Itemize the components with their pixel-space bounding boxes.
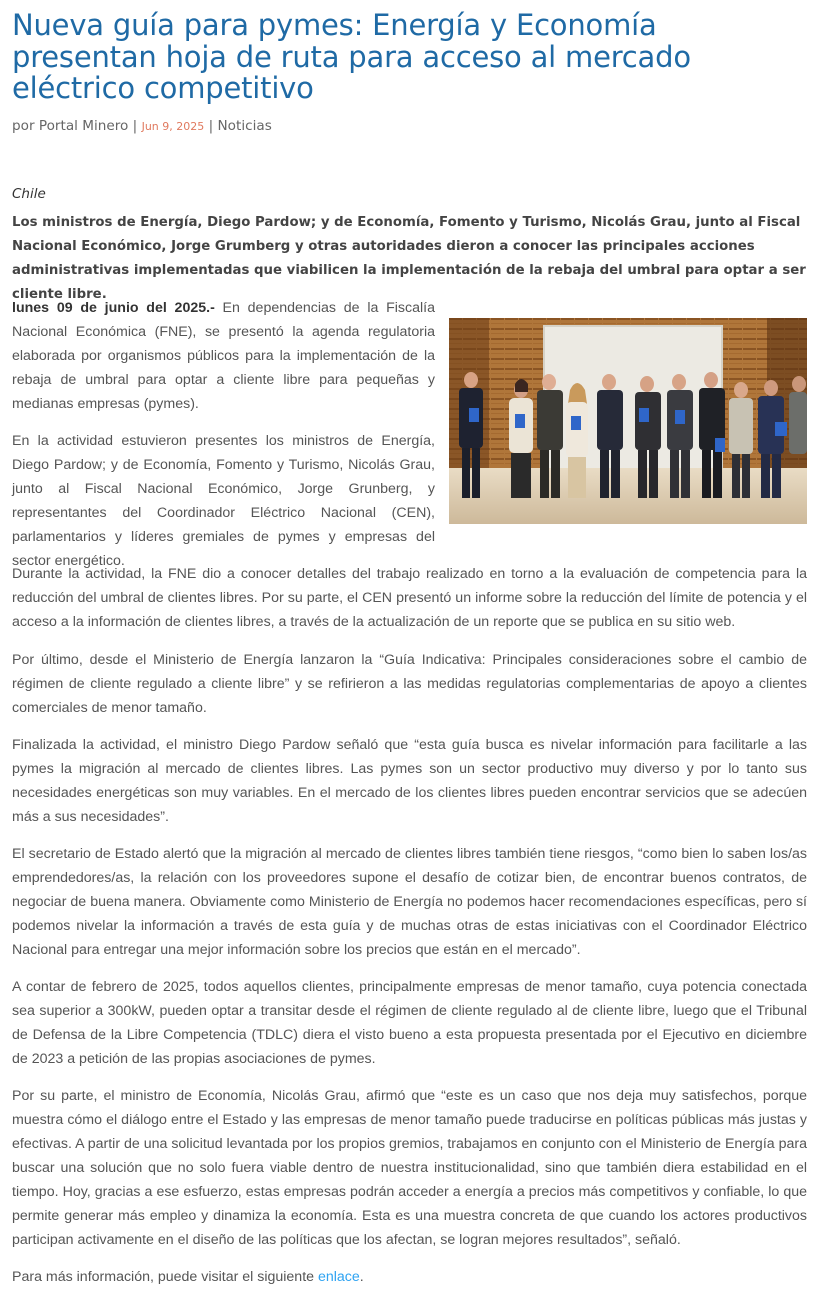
paragraph-5: Finalizada la actividad, el ministro Diego Pardow señaló que “esta guía busca es nivelar información para facilitarle a las pymes la migración al mercado de clientes libres. Las pymes son un sector productivo muy diverso y por lo tanto sus necesidades energéticas son muy variables. En el mercado de los clientes libres pueden encontrar servicios que se adecúen más a sus necesidades”. [12,737,807,825]
post-meta [12,118,807,134]
paragraph-1 [12,296,435,416]
country-label: Chile [12,185,46,202]
paragraph-1-text: En dependencias de la Fiscalía Nacional Económica (FNE), se presentó la agenda regulatoria elaborada por organismos públicos para la implementación de la rebaja de umbral para optar a cliente libre para pequeñas y medianas empresas (pymes). [12,300,435,412]
paragraph-4: Por último, desde el Ministerio de Energía lanzaron la “Guía Indicativa: Principales consideraciones sobre el cambio de régimen de cliente regulado a cliente libre” y se refirieron a las medidas regulatorias complementarias de apoyo a clientes comerciales de menor tamaño. [12,652,807,716]
dateline: lunes 09 de junio del 2025.- [12,300,215,316]
article-lead: Los ministros de Energía, Diego Pardow; y de Economía, Fomento y Turismo, Nicolás Grau, junto al Fiscal Nacional Económico, Jorge Grumberg y otras autoridades dieron a conocer las principales acciones administrativas implementadas que viabilicen la implementación de la rebaja del umbral para optar a ser cliente libre. [12,214,806,302]
paragraph-6: El secretario de Estado alertó que la migración al mercado de clientes libres también tiene riesgos, “como bien lo saben los/as emprendedores/as, la relación con los proveedores supone el desafío de cotizar bien, de encontrar buenos contratos, de negociar de buena manera. Obviamente como Ministerio de Energía no podemos hacer recomendaciones específicas, pero sí podemos nivelar la información a través de esta guía y de muchas otras de estas iniciativas con el Coordinador Eléctrico Nacional para entregar una mejor información sobre los precios que están en el mercado”. [12,846,807,958]
author-link[interactable]: Portal Minero [38,117,129,134]
paragraph-3: Durante la actividad, la FNE dio a conocer detalles del trabajo realizado en torno a la evaluación de competencia para la reducción del umbral de clientes libres. Por su parte, el CEN presentó un informe sobre la reducción del límite de potencia y el acceso a la información de clientes libres, a través de la actualización de un reporte que se publica en su sitio web. [12,566,807,630]
publish-date: Jun 9, 2025 [141,119,205,133]
paragraph-7: A contar de febrero de 2025, todos aquellos clientes, principalmente empresas de menor tamaño, cuya potencia conectada sea superior a 300kW, pueden optar a transitar desde el régimen de cliente regulado al de cliente libre, luego que el Tribunal de Defensa de la Libre Competencia (TDLC) diera el visto bueno a esta propuesta presentada por el Ejecutivo en diciembre de 2023 a petición de las propias asociaciones de pymes. [12,979,807,1067]
category-link[interactable]: Noticias [217,117,272,134]
meta-separator-2: | [208,117,214,134]
meta-prefix: por [12,117,35,134]
more-info-text: Para más información, puede visitar el siguiente [12,1269,318,1285]
event-photo [449,318,807,524]
meta-separator: | [132,117,138,134]
paragraph-more-info [12,1265,807,1289]
paragraph-8: Por su parte, el ministro de Economía, Nicolás Grau, afirmó que “este es un caso que nos deja muy satisfechos, porque muestra cómo el diálogo entre el Estado y las empresas de menor tamaño puede traducirse en políticas públicas más justas y efectivas. A partir de una solicitud levantada por los propios gremios, trabajamos en conjunto con el Ministerio de Energía para buscar una solución que no solo fuera viable dentro de nuestra institucionalidad, sino que también diera estabilidad en el tiempo. Hoy, gracias a ese esfuerzo, estas empresas podrán acceder a energía a precios más competitivos y confiable, lo que permite generar más empleo y dinamiza la economía. Esta es una muestra concreta de que cuando los actores productivos participan activamente en el diseño de las políticas que los afectan, se logran mejores resultados”, señaló. [12,1088,807,1248]
event-photo-illustration [449,318,807,524]
article-title: Nueva guía para pymes: Energía y Economía presentan hoja de ruta para acceso al mercado eléctrico competitivo [12,8,691,105]
more-info-suffix: . [359,1269,364,1285]
more-info-link[interactable]: enlace [317,1269,360,1285]
paragraph-2: En la actividad estuvieron presentes los ministros de Energía, Diego Pardow; y de Economía, Fomento y Turismo, Nicolás Grau, junto al Fiscal Nacional Económico, Jorge Grunberg, y representantes del Coordinador Eléctrico Nacional (CEN), parlamentarios y líderes gremiales de pymes y empresas del sector energético. [12,433,435,569]
